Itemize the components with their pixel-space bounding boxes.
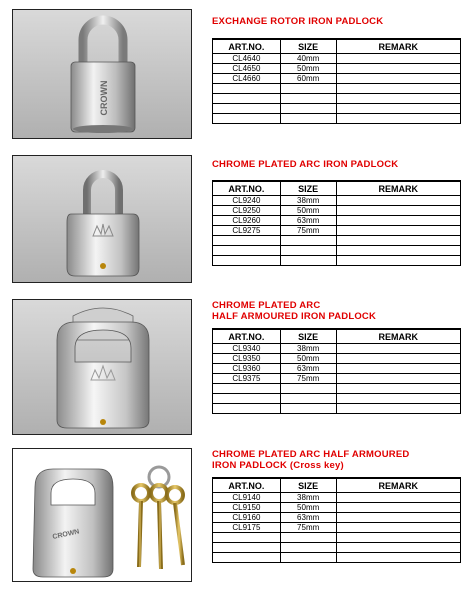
remark-cell	[336, 196, 460, 206]
table-row	[213, 513, 461, 523]
table-row	[213, 394, 461, 404]
art-cell: CL9150	[213, 503, 281, 513]
art-cell	[213, 384, 281, 394]
col-size-header: SIZE	[280, 39, 336, 54]
size-cell: 75mm	[280, 374, 336, 384]
art-cell: CL9360	[213, 364, 281, 374]
product-photo-arc-padlock	[12, 155, 192, 283]
spec-table	[212, 180, 461, 266]
table-row	[213, 354, 461, 364]
engraving-text: CROWN	[51, 528, 81, 541]
col-remark-header: REMARK	[336, 181, 460, 196]
table-row	[213, 114, 461, 124]
art-cell: CL9175	[213, 523, 281, 533]
remark-cell	[336, 216, 460, 226]
art-cell: CL9260	[213, 216, 281, 226]
size-cell	[280, 104, 336, 114]
art-cell: CL9350	[213, 354, 281, 364]
section-title: EXCHANGE ROTOR IRON PADLOCK	[212, 16, 384, 27]
table-row	[213, 74, 461, 84]
col-size-header: SIZE	[280, 181, 336, 196]
remark-cell	[336, 384, 460, 394]
product-photo-half-armoured-padlock	[12, 299, 192, 435]
remark-cell	[336, 256, 460, 266]
col-size-header: SIZE	[280, 329, 336, 344]
section-title: CHROME PLATED ARC IRON PADLOCK	[212, 159, 399, 170]
table-header-row	[213, 181, 461, 196]
remark-cell	[336, 206, 460, 216]
table-row	[213, 374, 461, 384]
col-art-header: ART.NO.	[213, 39, 281, 54]
remark-cell	[336, 226, 460, 236]
table-row	[213, 523, 461, 533]
table-row	[213, 404, 461, 414]
size-cell	[280, 533, 336, 543]
table-row	[213, 344, 461, 354]
remark-cell	[336, 94, 460, 104]
table-row	[213, 206, 461, 216]
table-row	[213, 104, 461, 114]
table-row	[213, 533, 461, 543]
art-cell	[213, 404, 281, 414]
remark-cell	[336, 354, 460, 364]
table-row	[213, 493, 461, 503]
size-cell: 63mm	[280, 513, 336, 523]
art-cell	[213, 394, 281, 404]
remark-cell	[336, 553, 460, 563]
product-photo-rotor-padlock	[12, 9, 192, 139]
table-row	[213, 503, 461, 513]
remark-cell	[336, 84, 460, 94]
size-cell: 63mm	[280, 216, 336, 226]
art-cell	[213, 256, 281, 266]
arc-padlock-image	[13, 156, 191, 282]
table-row	[213, 196, 461, 206]
size-cell: 50mm	[280, 64, 336, 74]
size-cell	[280, 114, 336, 124]
size-cell	[280, 553, 336, 563]
remark-cell	[336, 64, 460, 74]
spec-table	[212, 477, 461, 563]
remark-cell	[336, 523, 460, 533]
art-cell: CL9275	[213, 226, 281, 236]
art-cell: CL4660	[213, 74, 281, 84]
table-row	[213, 84, 461, 94]
col-remark-header: REMARK	[336, 39, 460, 54]
table-header-row	[213, 39, 461, 54]
remark-cell	[336, 236, 460, 246]
table-row	[213, 94, 461, 104]
size-cell	[280, 246, 336, 256]
col-size-header: SIZE	[280, 478, 336, 493]
size-cell	[280, 384, 336, 394]
table-row	[213, 543, 461, 553]
remark-cell	[336, 364, 460, 374]
col-art-header: ART.NO.	[213, 181, 281, 196]
art-cell: CL9250	[213, 206, 281, 216]
table-row	[213, 364, 461, 374]
size-cell	[280, 404, 336, 414]
art-cell	[213, 94, 281, 104]
cross-key-padlock-image	[13, 449, 191, 581]
col-remark-header: REMARK	[336, 329, 460, 344]
col-remark-header: REMARK	[336, 478, 460, 493]
spec-table	[212, 38, 461, 124]
art-cell: CL9160	[213, 513, 281, 523]
art-cell	[213, 114, 281, 124]
size-cell: 63mm	[280, 364, 336, 374]
art-cell	[213, 533, 281, 543]
art-cell	[213, 553, 281, 563]
engraving-text: CROWN	[99, 80, 109, 116]
rotor-padlock-image	[13, 10, 191, 138]
art-cell: CL9340	[213, 344, 281, 354]
art-cell: CL4640	[213, 54, 281, 64]
section-title: CHROME PLATED ARC HALF ARMOURED IRON PADLOCK	[212, 300, 377, 322]
art-cell	[213, 543, 281, 553]
art-cell	[213, 104, 281, 114]
product-photo-cross-key-padlock	[12, 448, 192, 582]
col-art-header: ART.NO.	[213, 329, 281, 344]
table-header-row	[213, 478, 461, 493]
spec-table	[212, 328, 461, 414]
size-cell: 38mm	[280, 493, 336, 503]
remark-cell	[336, 114, 460, 124]
table-row	[213, 553, 461, 563]
remark-cell	[336, 54, 460, 64]
size-cell: 50mm	[280, 206, 336, 216]
table-row	[213, 226, 461, 236]
table-row	[213, 54, 461, 64]
size-cell	[280, 84, 336, 94]
size-cell: 75mm	[280, 226, 336, 236]
table-row	[213, 216, 461, 226]
size-cell: 75mm	[280, 523, 336, 533]
size-cell	[280, 94, 336, 104]
size-cell: 38mm	[280, 344, 336, 354]
remark-cell	[336, 493, 460, 503]
art-cell	[213, 84, 281, 94]
table-row	[213, 246, 461, 256]
remark-cell	[336, 533, 460, 543]
table-header-row	[213, 329, 461, 344]
art-cell: CL9240	[213, 196, 281, 206]
size-cell	[280, 394, 336, 404]
size-cell	[280, 256, 336, 266]
table-row	[213, 256, 461, 266]
table-row	[213, 384, 461, 394]
col-art-header: ART.NO.	[213, 478, 281, 493]
table-row	[213, 236, 461, 246]
remark-cell	[336, 374, 460, 384]
half-armoured-padlock-image	[13, 300, 191, 434]
remark-cell	[336, 404, 460, 414]
remark-cell	[336, 513, 460, 523]
size-cell: 60mm	[280, 74, 336, 84]
art-cell: CL4650	[213, 64, 281, 74]
remark-cell	[336, 344, 460, 354]
remark-cell	[336, 104, 460, 114]
remark-cell	[336, 246, 460, 256]
size-cell: 40mm	[280, 54, 336, 64]
art-cell	[213, 236, 281, 246]
art-cell: CL9140	[213, 493, 281, 503]
size-cell: 38mm	[280, 196, 336, 206]
table-row	[213, 64, 461, 74]
remark-cell	[336, 394, 460, 404]
remark-cell	[336, 503, 460, 513]
remark-cell	[336, 74, 460, 84]
section-title: CHROME PLATED ARC HALF ARMOURED IRON PADLOCK (Cross key)	[212, 449, 410, 471]
size-cell	[280, 543, 336, 553]
size-cell: 50mm	[280, 503, 336, 513]
art-cell	[213, 246, 281, 256]
art-cell: CL9375	[213, 374, 281, 384]
remark-cell	[336, 543, 460, 553]
size-cell	[280, 236, 336, 246]
size-cell: 50mm	[280, 354, 336, 364]
